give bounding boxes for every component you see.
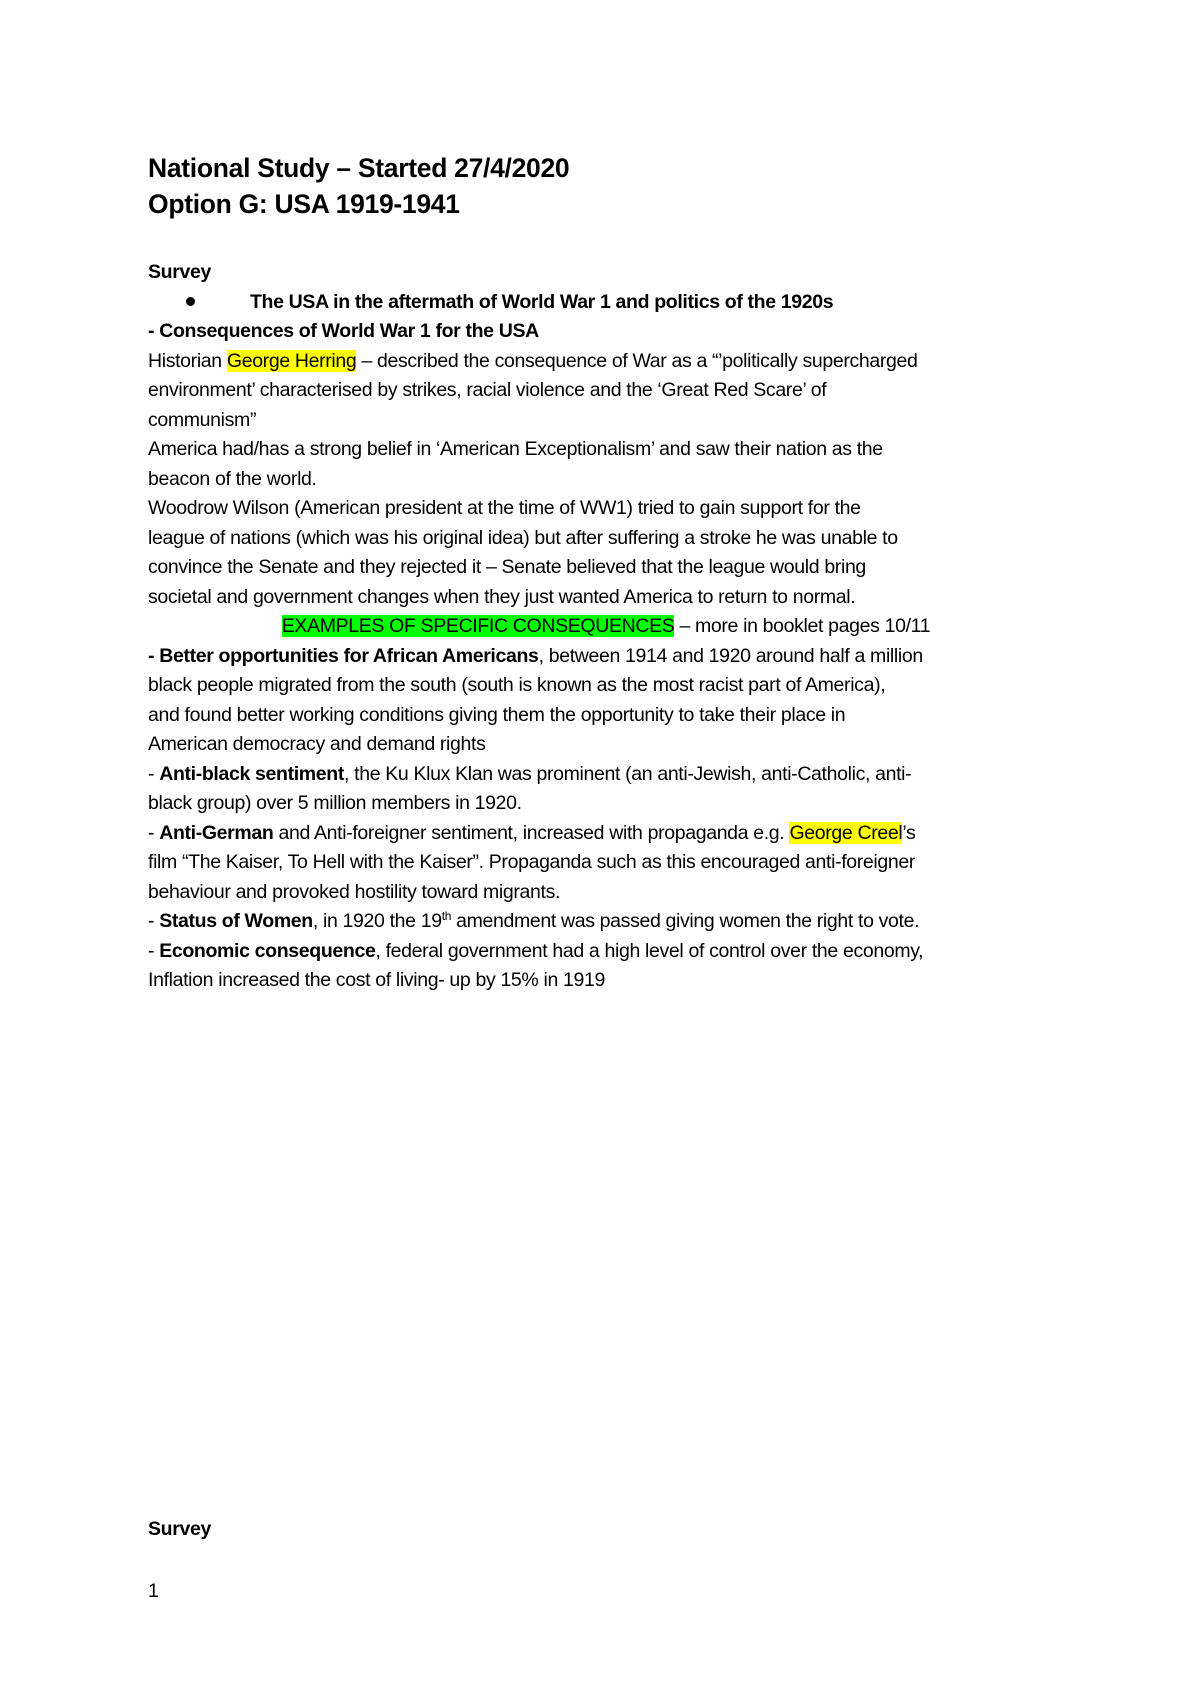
anti-german-line-3: behaviour and provoked hostility toward migrants. bbox=[148, 880, 561, 903]
examples-rest: – more in booklet pages 10/11 bbox=[674, 615, 931, 637]
herring-prefix: Historian bbox=[148, 349, 227, 372]
african-americans-line-1 bbox=[148, 642, 1078, 672]
african-americans-line-4: American democracy and demand rights bbox=[148, 733, 486, 755]
blank-line bbox=[148, 222, 1078, 258]
anti-black-line-1-rest: , the Ku Klux Klan was prominent (an anti-Jewish, anti-Catholic, anti- bbox=[344, 762, 912, 785]
economic-line-2: Inflation increased the cost of living- up by 15% in 1919 bbox=[148, 969, 606, 991]
exceptionalism-line-1: America had/has a strong belief in ‘American Exceptionalism’ and saw their nation as the bbox=[148, 438, 883, 460]
wilson-line-1: Woodrow Wilson (American president at the time of WW1) tried to gain support for the bbox=[148, 497, 861, 519]
anti-german-line-1 bbox=[148, 819, 1078, 849]
herring-line-1-rest: – described the consequence of War as a “’politically supercharged bbox=[356, 349, 918, 372]
survey-heading: Survey bbox=[148, 261, 211, 283]
anti-black-line-1 bbox=[148, 760, 1078, 790]
anti-german-line-2: film “The Kaiser, To Hell with the Kaiser”. Propaganda such as this encouraged anti-foreigner bbox=[148, 851, 916, 873]
anti-german-line-1-mid: and Anti-foreigner sentiment, increased with propaganda e.g. bbox=[273, 821, 790, 844]
african-americans-line-3: and found better working conditions giving them the opportunity to take their place in bbox=[148, 703, 846, 726]
section-subheading: - Consequences of World War 1 for the USA bbox=[148, 320, 539, 342]
herring-line-3: communism” bbox=[148, 408, 257, 431]
highlight-george-herring: George Herring bbox=[226, 349, 357, 372]
bullet-text: The USA in the aftermath of World War 1 and politics of the 1920s bbox=[250, 290, 834, 313]
exceptionalism-line-2: beacon of the world. bbox=[148, 467, 317, 490]
anti-black-line-2: black group) over 5 million members in 1920. bbox=[148, 792, 522, 814]
economic-line-1 bbox=[148, 937, 1078, 967]
african-americans-line-2: black people migrated from the south (south is known as the most racist part of America), bbox=[148, 674, 886, 696]
highlight-examples: EXAMPLES OF SPECIFIC CONSEQUENCES bbox=[281, 615, 675, 637]
highlight-george-creel: George Creel bbox=[789, 821, 903, 844]
women-pre-sup: , in 1920 the 19 bbox=[312, 910, 442, 932]
anti-german-bold: Anti-German bbox=[159, 821, 274, 844]
economic-bold: Economic consequence bbox=[159, 939, 376, 962]
anti-german-line-1-end: ’s bbox=[902, 821, 916, 844]
anti-german-dash: - bbox=[148, 821, 160, 844]
footer-survey-heading: Survey bbox=[148, 1518, 211, 1540]
women-dash: - bbox=[148, 910, 160, 932]
women-line bbox=[148, 907, 1078, 937]
page-body bbox=[148, 150, 1078, 996]
page-number: 1 bbox=[148, 1580, 159, 1602]
bullet-icon bbox=[186, 297, 195, 306]
anti-black-dash: - bbox=[148, 762, 160, 785]
wilson-line-2: league of nations (which was his original idea) but after suffering a stroke he was unable to bbox=[148, 526, 898, 549]
wilson-line-4: societal and government changes when they just wanted America to return to normal. bbox=[148, 585, 856, 608]
african-americans-bold: - Better opportunities for African Americans bbox=[148, 644, 539, 667]
women-post-sup: amendment was passed giving women the right to vote. bbox=[451, 910, 920, 932]
examples-line bbox=[148, 612, 1078, 642]
herring-line-2: environment’ characterised by strikes, racial violence and the ‘Great Red Scare’ of bbox=[148, 379, 827, 401]
anti-black-bold: Anti-black sentiment bbox=[159, 762, 345, 785]
document-subtitle: Option G: USA 1919-1941 bbox=[148, 189, 460, 219]
document-title: National Study – Started 27/4/2020 bbox=[148, 153, 570, 183]
wilson-line-3: convince the Senate and they rejected it – Senate believed that the league would bring bbox=[148, 556, 866, 578]
herring-line-1 bbox=[148, 347, 1078, 377]
african-americans-line-1-rest: , between 1914 and 1920 around half a million bbox=[538, 644, 923, 667]
bullet-item bbox=[148, 288, 1078, 318]
women-bold: Status of Women bbox=[159, 910, 313, 932]
women-superscript: th bbox=[441, 909, 452, 923]
economic-line-1-rest: , federal government had a high level of control over the economy, bbox=[375, 939, 924, 962]
economic-dash: - bbox=[148, 939, 160, 962]
